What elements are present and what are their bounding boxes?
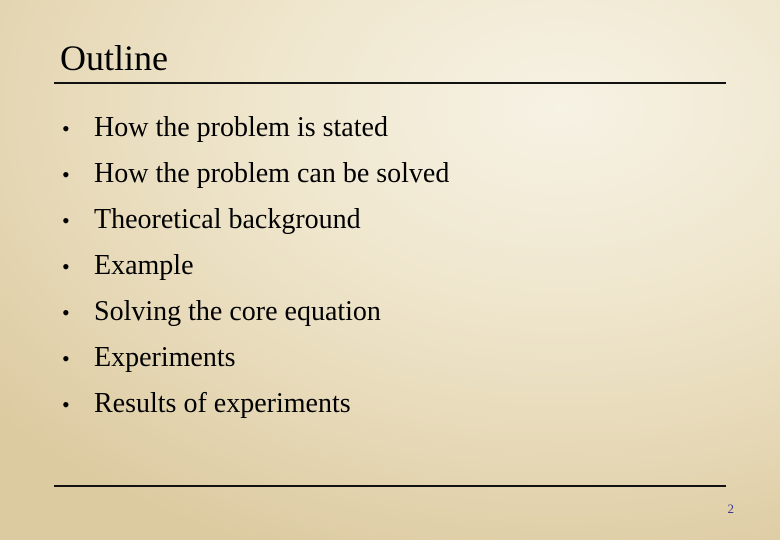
outline-item-text: Solving the core equation (94, 296, 381, 327)
outline-item (62, 335, 449, 381)
page-number: 2 (727, 501, 734, 516)
outline-list (62, 105, 449, 427)
outline-item-text: Theoretical background (94, 204, 361, 235)
outline-item-text: How the problem can be solved (94, 158, 450, 189)
bullet-icon: • (62, 300, 70, 325)
outline-item (62, 289, 449, 335)
bullet-icon: • (62, 254, 70, 279)
bullet-icon: • (62, 346, 70, 371)
footer-divider (54, 485, 726, 487)
bullet-icon: • (62, 116, 70, 141)
outline-item-text: Results of experiments (94, 388, 351, 419)
bullet-icon: • (62, 162, 70, 187)
outline-item-text: Experiments (94, 342, 236, 373)
outline-item (62, 151, 449, 197)
bullet-icon: • (62, 208, 70, 233)
slide-title: Outline (60, 38, 168, 78)
outline-item-text: How the problem is stated (94, 112, 388, 143)
outline-item (62, 105, 449, 151)
outline-item (62, 243, 449, 289)
outline-item-text: Example (94, 250, 194, 281)
bullet-icon: • (62, 392, 70, 417)
outline-item (62, 381, 449, 427)
title-divider (54, 82, 726, 84)
outline-item (62, 197, 449, 243)
